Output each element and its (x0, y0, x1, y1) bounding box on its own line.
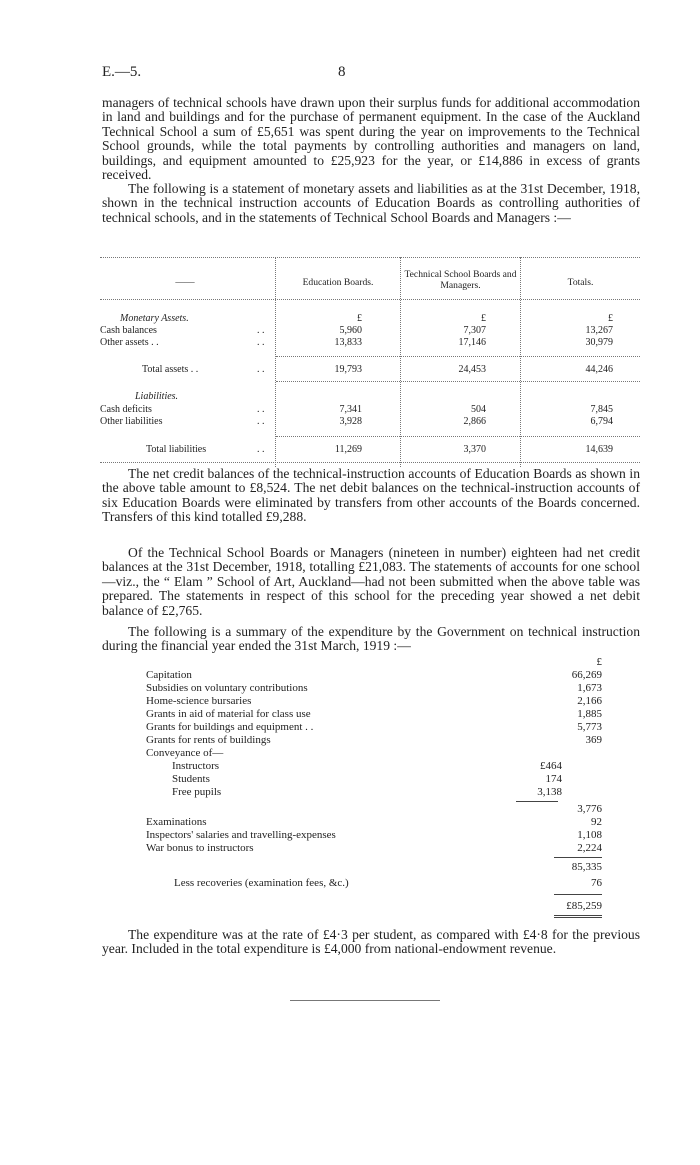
expenditure-amount: 66,269 (571, 669, 602, 681)
row-label-cash-deficits: Cash deficits (100, 404, 152, 415)
table-cell: 6,794 (590, 416, 613, 427)
expenditure-amount: 1,108 (577, 829, 602, 841)
expenditure-row (146, 816, 606, 829)
expenditure-label: Inspectors' salaries and travelling-expenses (146, 829, 336, 841)
table-cell: 19,793 (334, 364, 362, 375)
table-cell: 14,639 (585, 444, 613, 455)
col-header-education-boards: Education Boards. (302, 277, 374, 288)
total-rule (554, 915, 602, 916)
expenditure-label: Grants for rents of buildings (146, 734, 271, 746)
expenditure-row (146, 900, 606, 913)
table-cell: 5,960 (339, 325, 362, 336)
subtotal-rule (554, 857, 602, 858)
paragraph-statement-intro: The following is a statement of monetary assets and liabilities as at the 31st December, 1918, shown in the technical instruction accounts of Education Boards as controlling authorities of technical schools, and in the statements of Technical School Boards and Managers :— (102, 181, 640, 225)
leader-dots: . . (257, 364, 265, 375)
table-cell: 2,866 (463, 416, 486, 427)
paragraph-surplus-funds: managers of technical schools have drawn upon their surplus funds for additional accommodation in land and buildings and for the purchase of permanent equipment. In the case of the Auckland Technical School a sum of £5,651 was spent during the year on improvements to the Technical School grounds, while the total payments by controlling authorities and managers on land, buildings, and equipment amounted to £25,923 for the year, or £14,886 in excess of grants received. (102, 95, 640, 183)
paragraph-expenditure-rate: The expenditure was at the rate of £4·3 per student, as compared with £4·8 for the previous year. Included in the total expenditure is £4,000 from national-endowment revenue. (102, 927, 640, 957)
expenditure-label: Examinations (146, 816, 207, 828)
unit-label: £ (596, 656, 602, 668)
leader-dots: . . (257, 337, 265, 348)
expenditure-label: Capitation (146, 669, 192, 681)
page-header (102, 64, 636, 84)
table-cell: 17,146 (458, 337, 486, 348)
table-cell: 7,307 (463, 325, 486, 336)
expenditure-amount: 1,885 (577, 708, 602, 720)
assets-liabilities-table (100, 257, 640, 467)
row-label-total-assets: Total assets . . (142, 364, 199, 375)
end-rule (290, 1000, 440, 1001)
expenditure-amount: 92 (591, 816, 602, 828)
expenditure-amount: 369 (585, 734, 602, 746)
row-label-cash-balances: Cash balances (100, 325, 157, 336)
table-cell: 504 (471, 404, 486, 415)
expenditure-row (146, 721, 606, 734)
table-cell: 7,341 (339, 404, 362, 415)
table-cell: 7,845 (590, 404, 613, 415)
expenditure-amount: 2,166 (577, 695, 602, 707)
expenditure-amount: 5,773 (577, 721, 602, 733)
expenditure-row (146, 803, 606, 816)
table-cell: 24,453 (458, 364, 486, 375)
leader-dots: . . (257, 325, 265, 336)
expenditure-row (146, 669, 606, 682)
expenditure-summary (146, 656, 606, 921)
expenditure-amount: 3,138 (537, 786, 562, 798)
table-cell: 13,833 (334, 337, 362, 348)
subtotal-rule (276, 436, 640, 437)
expenditure-row (146, 760, 606, 773)
expenditure-row (146, 695, 606, 708)
expenditure-label: War bonus to instructors (146, 842, 254, 854)
monetary-assets-heading: Monetary Assets. (120, 313, 189, 324)
expenditure-label: Instructors (172, 760, 220, 772)
header-rule (100, 299, 640, 300)
paragraph-expenditure-intro: The following is a summary of the expenditure by the Government on technical instruction during the financial year ended the 31st March, 1919 :— (102, 624, 640, 654)
expenditure-amount: 2,224 (577, 842, 602, 854)
subtotal-rule (276, 381, 640, 382)
expenditure-row (146, 842, 606, 855)
expenditure-row (146, 861, 606, 874)
expenditure-row (146, 877, 606, 890)
table-cell: 3,370 (463, 444, 486, 455)
subtotal-rule (276, 356, 640, 357)
row-label-other-assets: Other assets . . (100, 337, 159, 348)
table-cell: 44,246 (585, 364, 613, 375)
total-rule (554, 917, 602, 918)
stub-header: —— (175, 277, 195, 288)
expenditure-row (146, 773, 606, 786)
leader-dots: . . (257, 404, 265, 415)
paragraph-net-credit: The net credit balances of the technical-instruction accounts of Education Boards as shown in the above table amount to £8,524. The net debit balances on the technical-instruction accounts of six Education Boards were eliminated by transfers from other accounts of the Boards concerned. Transfers of this kind totalled £9,288. (102, 466, 640, 525)
less-recoveries-label: Less recoveries (examination fees, &c.) (174, 877, 349, 889)
table-cell: 30,979 (585, 337, 613, 348)
expenditure-label: Free pupils (172, 786, 222, 798)
conveyance-heading: Conveyance of— (146, 747, 224, 759)
expenditure-row (146, 708, 606, 721)
table-cell: 3,928 (339, 416, 362, 427)
expenditure-label: Grants for buildings and equipment . . (146, 721, 314, 733)
report-series: E.—5. (102, 64, 142, 80)
leader-dots: . . (257, 444, 265, 455)
expenditure-amount: 1,673 (577, 682, 602, 694)
expenditure-row (146, 682, 606, 695)
expenditure-row (146, 786, 606, 799)
liabilities-heading: Liabilities. (135, 391, 179, 402)
col-header-technical-school-boards: Technical School Boards and Managers. (404, 269, 517, 291)
expenditure-row (146, 747, 606, 760)
expenditure-amount: 3,776 (577, 803, 602, 815)
expenditure-grand-total: £85,259 (566, 900, 602, 912)
col-header-totals: Totals. (567, 277, 594, 288)
expenditure-label: Subsidies on voluntary contributions (146, 682, 308, 694)
table-cell: 13,267 (585, 325, 613, 336)
row-label-other-liabilities: Other liabilities (100, 416, 163, 427)
expenditure-label: Home-science bursaries (146, 695, 252, 707)
table-bottom-rule (100, 462, 640, 463)
less-recoveries-amount: 76 (591, 877, 602, 889)
expenditure-amount: 174 (545, 773, 562, 785)
expenditure-row (146, 734, 606, 747)
leader-dots: . . (257, 416, 265, 427)
subtotal-rule (516, 801, 558, 802)
table-top-rule (100, 257, 640, 258)
unit-label: £ (608, 313, 613, 324)
expenditure-row (146, 829, 606, 842)
expenditure-label: Grants in aid of material for class use (146, 708, 311, 720)
paragraph-technical-boards: Of the Technical School Boards or Managers (nineteen in number) eighteen had net credit balances at the 31st December, 1918, totalling £21,083. The statements of accounts for one school—viz., the “ Elam ” School of Art, Auckland—had not been submitted when the above table was prepared. The statements in respect of this school for the preceding year showed a net debit balance of £2,765. (102, 545, 640, 618)
total-rule (554, 894, 602, 895)
table-cell: 11,269 (334, 444, 362, 455)
expenditure-subtotal: 85,335 (571, 861, 602, 873)
row-label-total-liabilities: Total liabilities (146, 444, 207, 455)
unit-label: £ (357, 313, 362, 324)
expenditure-amount: £464 (540, 760, 562, 772)
unit-label: £ (481, 313, 486, 324)
page-number: 8 (338, 64, 346, 80)
expenditure-label: Students (172, 773, 210, 785)
